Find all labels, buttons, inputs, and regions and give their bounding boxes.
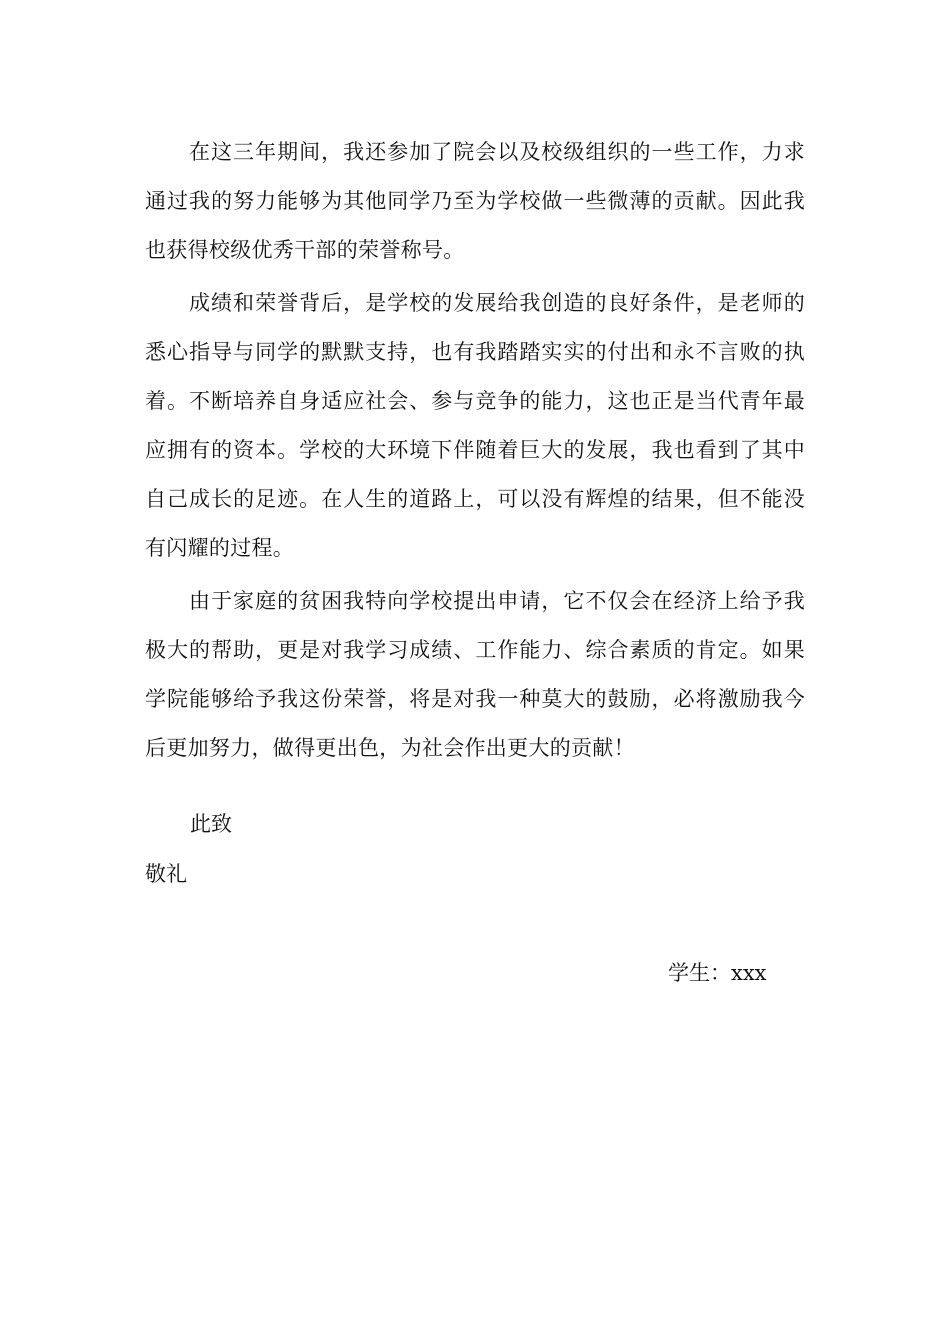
student-signature: 学生：xxx [668,961,767,985]
paragraph-application-reason: 由于家庭的贫困我特向学校提出申请，它不仅会在经济上给予我极大的帮助，更是对我学习成绩、工作能力、综合素质的肯定。如果学院能够给予我这份荣誉，将是对我一种莫大的鼓励，必将激励我今后更加努力，做得更出色，为社会作出更大的贡献！ [145,589,805,760]
letter-body [145,128,805,777]
paragraph-achievements: 成绩和荣誉背后，是学校的发展给我创造的良好条件，是老师的悉心指导与同学的默默支持，也有我踏踏实实的付出和永不言败的执着。不断培养自身适应社会、参与竞争的能力，这也正是当代青年最应拥有的资本。学校的大环境下伴随着巨大的发展，我也看到了其中自己成长的足迹。在人生的道路上，可以没有辉煌的结果，但不能没有闪耀的过程。 [145,291,805,560]
regards-line: 敬礼 [145,862,187,886]
paragraph-work-experience: 在这三年期间，我还参加了院会以及校级组织的一些工作，力求通过我的努力能够为其他同学乃至为学校做一些微薄的贡献。因此我也获得校级优秀干部的荣誉称号。 [145,140,805,262]
closing-salutation: 此致 [190,812,232,836]
